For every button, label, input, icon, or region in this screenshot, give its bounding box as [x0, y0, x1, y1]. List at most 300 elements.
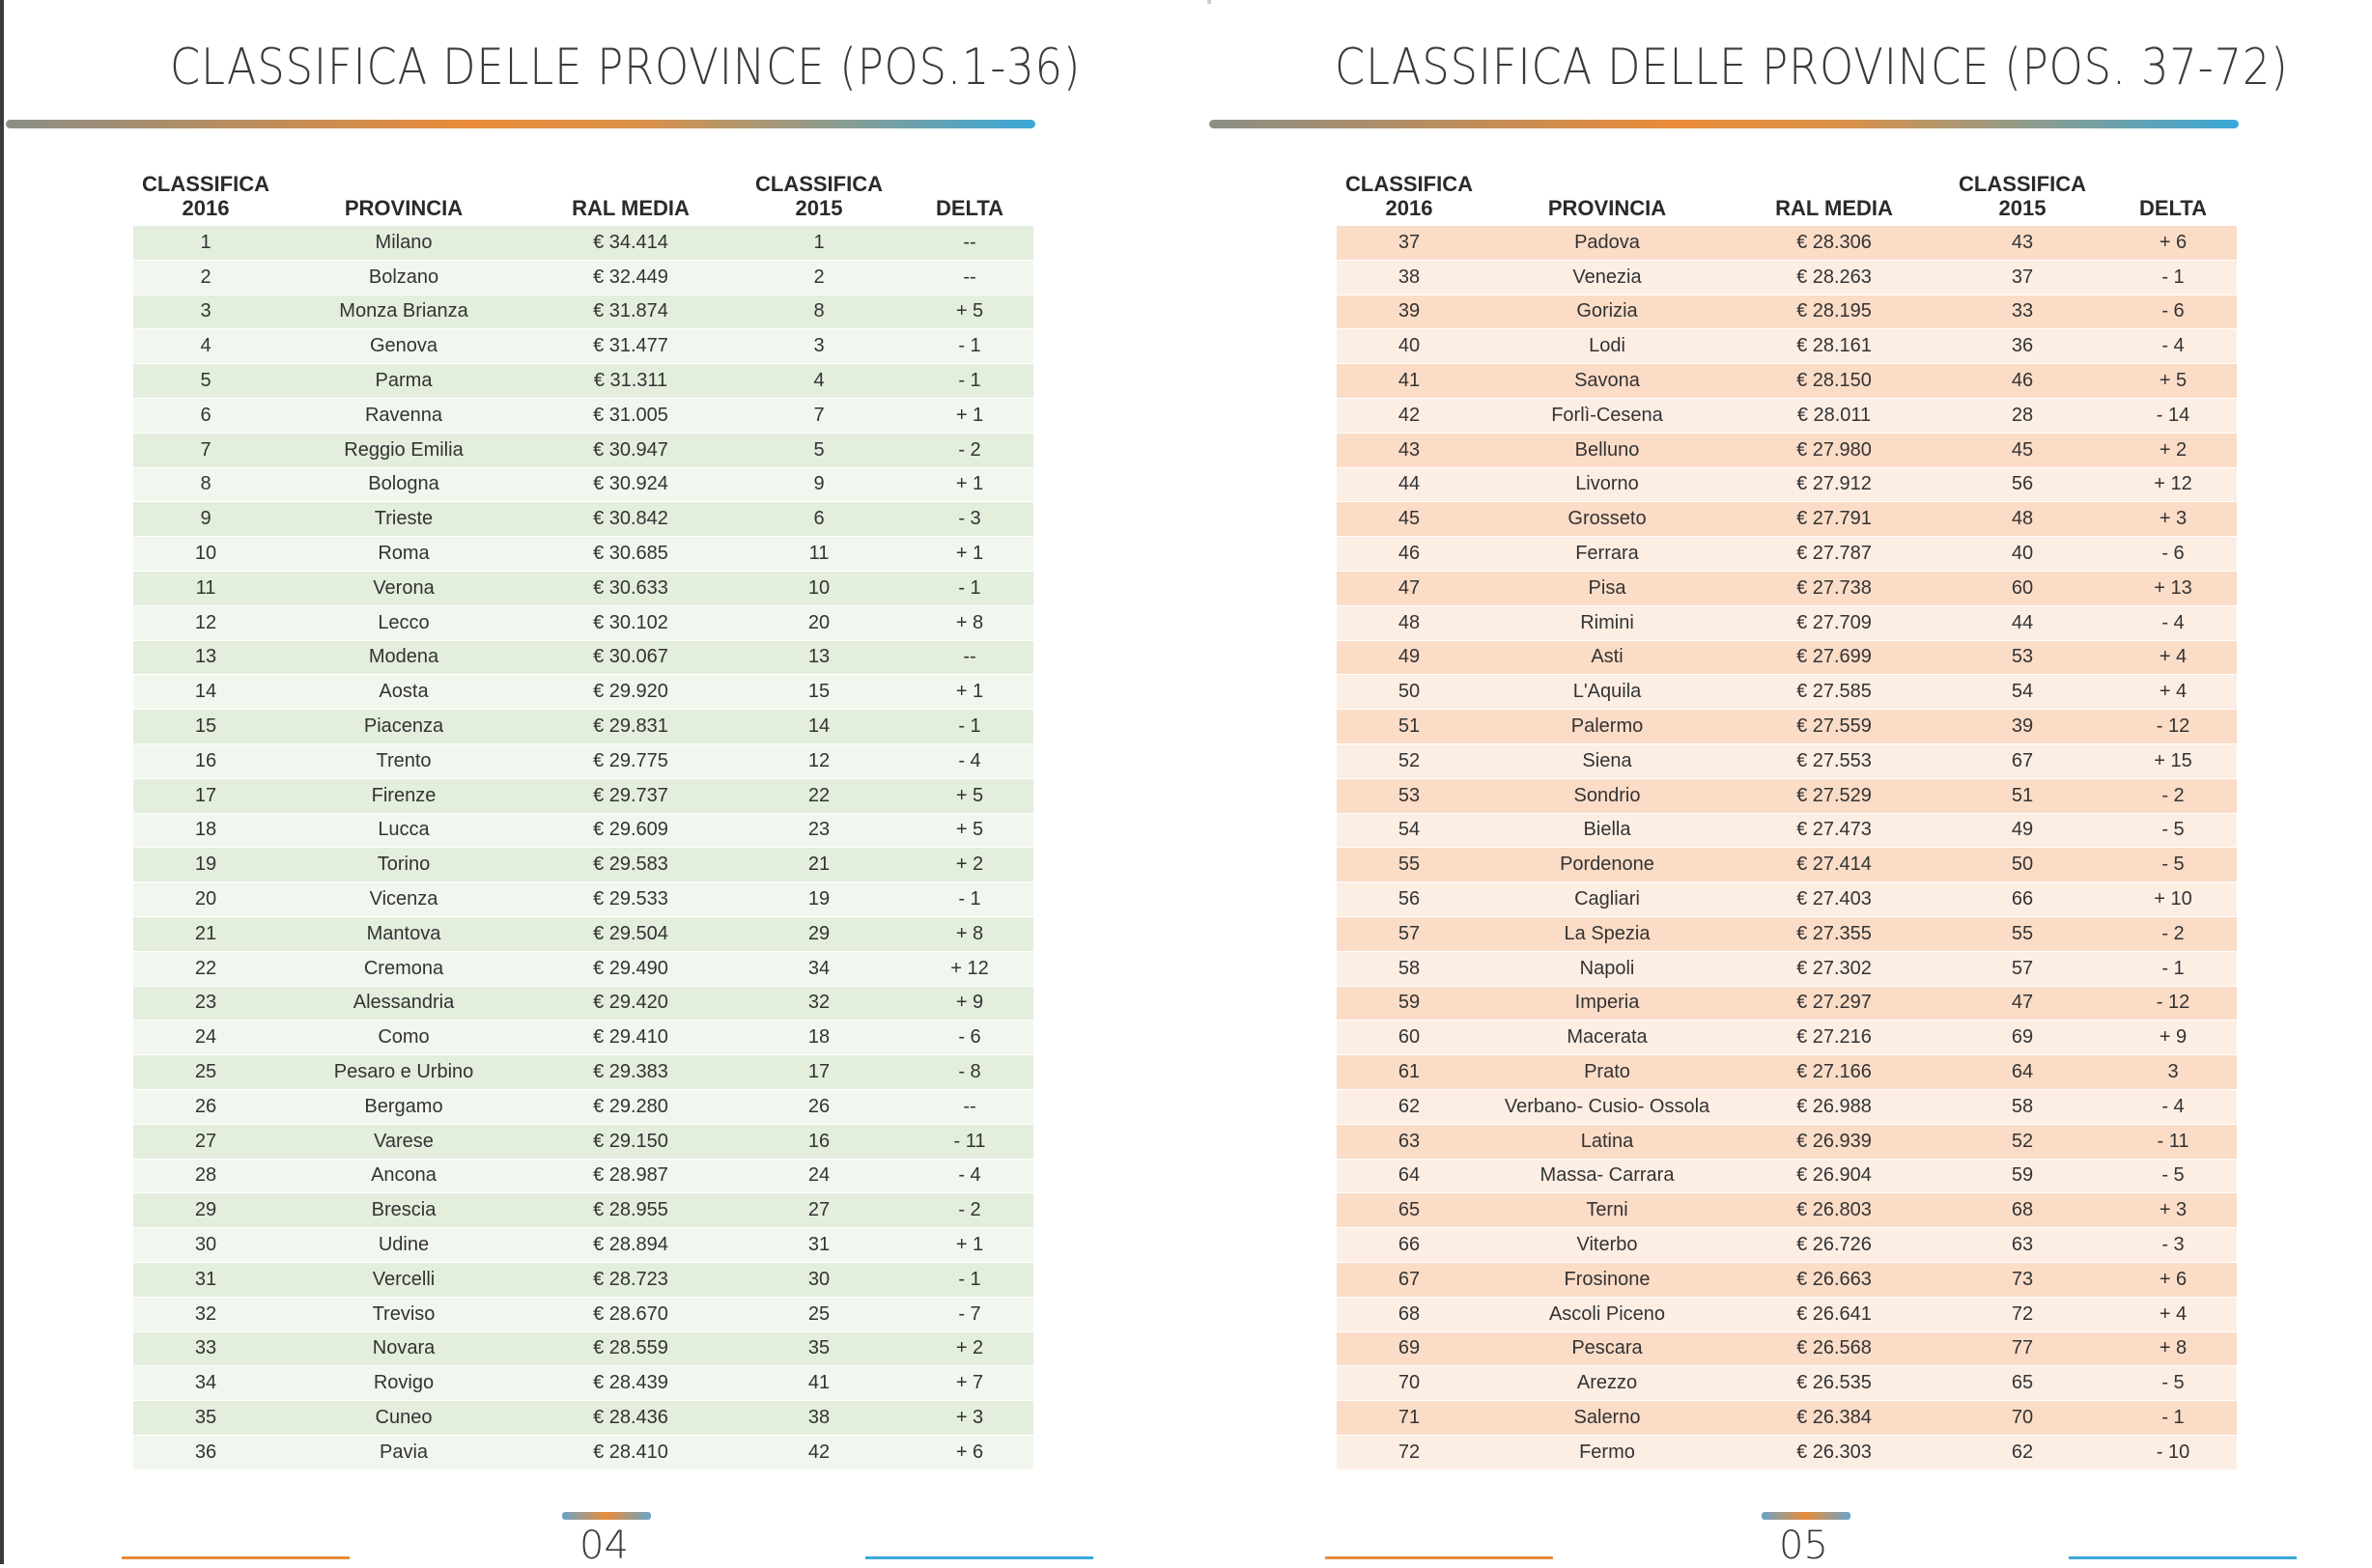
ral-media-cell: € 30.924 [529, 467, 732, 502]
rank-2015-cell: 50 [1935, 848, 2109, 882]
ral-media-cell: € 30.685 [529, 537, 732, 572]
table-row [1337, 537, 2237, 572]
ral-media-cell: € 26.535 [1733, 1366, 1935, 1401]
table-row [1337, 502, 2237, 537]
ral-media-cell: € 27.166 [1733, 1055, 1935, 1090]
provincia-cell: Torino [278, 848, 529, 882]
rank-2016-cell: 54 [1337, 813, 1482, 848]
rank-2016-cell: 44 [1337, 467, 1482, 502]
delta-cell: + 5 [906, 294, 1033, 329]
delta-cell: + 6 [2109, 1262, 2237, 1297]
rank-2016-cell: 64 [1337, 1159, 1482, 1193]
provincia-cell: Aosta [278, 675, 529, 710]
provincia-cell: Padova [1482, 226, 1733, 260]
provincia-cell: Salerno [1482, 1401, 1733, 1436]
rank-2016-cell: 66 [1337, 1228, 1482, 1263]
ral-media-cell: € 29.609 [529, 813, 732, 848]
rank-2016-cell: 43 [1337, 433, 1482, 467]
delta-cell: - 1 [2109, 260, 2237, 294]
ral-media-cell: € 29.737 [529, 778, 732, 813]
table-row [133, 675, 1033, 710]
ral-media-cell: € 28.263 [1733, 260, 1935, 294]
rank-2016-cell: 29 [133, 1193, 278, 1228]
rank-2015-cell: 33 [1935, 294, 2109, 329]
delta-cell: + 7 [906, 1366, 1033, 1401]
ral-media-cell: € 27.912 [1733, 467, 1935, 502]
table-row [1337, 1331, 2237, 1366]
provincia-cell: Como [278, 1021, 529, 1055]
table-row [1337, 1021, 2237, 1055]
rank-2015-cell: 36 [1935, 329, 2109, 364]
rank-2015-cell: 60 [1935, 571, 2109, 605]
provincia-cell: Lecco [278, 605, 529, 640]
rank-2016-cell: 71 [1337, 1401, 1482, 1436]
rank-2016-cell: 42 [1337, 398, 1482, 433]
footer-line-left [1325, 1556, 1553, 1559]
rank-2015-cell: 5 [732, 433, 906, 467]
delta-cell: - 1 [906, 882, 1033, 917]
provincia-cell: Prato [1482, 1055, 1733, 1090]
delta-cell: - 3 [2109, 1228, 2237, 1263]
delta-cell: - 5 [2109, 848, 2237, 882]
ral-media-cell: € 27.553 [1733, 743, 1935, 778]
delta-cell: + 3 [2109, 1193, 2237, 1228]
rank-2016-cell: 22 [133, 951, 278, 986]
table-row [1337, 640, 2237, 675]
delta-cell: - 5 [2109, 1159, 2237, 1193]
rank-2015-cell: 15 [732, 675, 906, 710]
rank-2015-cell: 34 [732, 951, 906, 986]
ral-media-cell: € 28.987 [529, 1159, 732, 1193]
table-row [133, 1401, 1033, 1436]
provincia-cell: Genova [278, 329, 529, 364]
provincia-cell: Napoli [1482, 951, 1733, 986]
rank-2016-cell: 8 [133, 467, 278, 502]
delta-cell: - 4 [2109, 1089, 2237, 1124]
delta-cell: - 5 [2109, 813, 2237, 848]
ral-media-cell: € 30.102 [529, 605, 732, 640]
rank-2015-cell: 40 [1935, 537, 2109, 572]
rank-2015-cell: 6 [732, 502, 906, 537]
table-row [133, 571, 1033, 605]
provincia-cell: Lucca [278, 813, 529, 848]
table-row [133, 710, 1033, 744]
header-ral-media: RAL MEDIA [572, 196, 690, 220]
ral-media-cell: € 28.955 [529, 1193, 732, 1228]
ral-media-cell: € 27.473 [1733, 813, 1935, 848]
provincia-cell: Siena [1482, 743, 1733, 778]
ral-media-cell: € 28.150 [1733, 364, 1935, 399]
header-provincia: PROVINCIA [344, 196, 464, 220]
rank-2015-cell: 4 [732, 364, 906, 399]
rank-2015-cell: 12 [732, 743, 906, 778]
footer-line-left [122, 1556, 350, 1559]
rank-2015-cell: 27 [732, 1193, 906, 1228]
rank-2015-cell: 18 [732, 1021, 906, 1055]
rank-2015-cell: 31 [732, 1228, 906, 1263]
delta-cell: + 1 [906, 675, 1033, 710]
table-row [133, 260, 1033, 294]
ral-media-cell: € 30.842 [529, 502, 732, 537]
delta-cell: + 4 [2109, 640, 2237, 675]
rank-2015-cell: 66 [1935, 882, 2109, 917]
rank-2016-cell: 45 [1337, 502, 1482, 537]
ral-media-cell: € 27.216 [1733, 1021, 1935, 1055]
provincia-cell: Arezzo [1482, 1366, 1733, 1401]
ral-media-cell: € 27.302 [1733, 951, 1935, 986]
delta-cell: - 4 [906, 1159, 1033, 1193]
ral-media-cell: € 26.568 [1733, 1331, 1935, 1366]
provincia-cell: Bolzano [278, 260, 529, 294]
provincia-cell: Belluno [1482, 433, 1733, 467]
table-row [1337, 467, 2237, 502]
ral-media-cell: € 29.383 [529, 1055, 732, 1090]
ral-media-cell: € 27.791 [1733, 502, 1935, 537]
footer-accent-bar [562, 1512, 651, 1520]
rank-2016-cell: 46 [1337, 537, 1482, 572]
rank-2016-cell: 55 [1337, 848, 1482, 882]
provincia-cell: Macerata [1482, 1021, 1733, 1055]
rank-2016-cell: 19 [133, 848, 278, 882]
table-row [1337, 226, 2237, 260]
table-row [1337, 1089, 2237, 1124]
table-row [1337, 778, 2237, 813]
delta-cell: + 5 [906, 813, 1033, 848]
rank-2015-cell: 9 [732, 467, 906, 502]
delta-cell: + 10 [2109, 882, 2237, 917]
delta-cell: + 3 [2109, 502, 2237, 537]
rank-2016-cell: 15 [133, 710, 278, 744]
ral-media-cell: € 29.583 [529, 848, 732, 882]
provincia-cell: La Spezia [1482, 916, 1733, 951]
provincia-cell: Novara [278, 1331, 529, 1366]
table-row [133, 1331, 1033, 1366]
provincia-cell: Biella [1482, 813, 1733, 848]
ral-media-cell: € 26.641 [1733, 1297, 1935, 1331]
provincia-cell: Pisa [1482, 571, 1733, 605]
table-row [1337, 882, 2237, 917]
table-row [1337, 848, 2237, 882]
ral-media-cell: € 26.663 [1733, 1262, 1935, 1297]
ral-media-cell: € 29.280 [529, 1089, 732, 1124]
delta-cell: - 1 [906, 1262, 1033, 1297]
delta-cell: - 11 [2109, 1124, 2237, 1159]
delta-cell: - 8 [906, 1055, 1033, 1090]
rank-2015-cell: 63 [1935, 1228, 2109, 1263]
table-row [133, 398, 1033, 433]
delta-cell: + 9 [906, 986, 1033, 1021]
rank-2015-cell: 22 [732, 778, 906, 813]
rank-2016-cell: 65 [1337, 1193, 1482, 1228]
rank-2015-cell: 49 [1935, 813, 2109, 848]
ral-media-cell: € 28.670 [529, 1297, 732, 1331]
rank-2015-cell: 2 [732, 260, 906, 294]
rank-2016-cell: 14 [133, 675, 278, 710]
rank-2015-cell: 72 [1935, 1297, 2109, 1331]
delta-cell: + 5 [2109, 364, 2237, 399]
table-row [133, 813, 1033, 848]
delta-cell: - 14 [2109, 398, 2237, 433]
ral-media-cell: € 29.410 [529, 1021, 732, 1055]
delta-cell: - 12 [2109, 710, 2237, 744]
provincia-cell: Ancona [278, 1159, 529, 1193]
rank-2015-cell: 77 [1935, 1331, 2109, 1366]
rank-2015-cell: 57 [1935, 951, 2109, 986]
rank-2016-cell: 36 [133, 1435, 278, 1470]
delta-cell: -- [906, 640, 1033, 675]
table-row [1337, 571, 2237, 605]
table-row [133, 433, 1033, 467]
table-row [1337, 1193, 2237, 1228]
rank-2016-cell: 56 [1337, 882, 1482, 917]
rank-2016-cell: 57 [1337, 916, 1482, 951]
table-row [133, 986, 1033, 1021]
rank-2016-cell: 34 [133, 1366, 278, 1401]
provincia-cell: Cuneo [278, 1401, 529, 1436]
delta-cell: + 1 [906, 1228, 1033, 1263]
provincia-cell: Mantova [278, 916, 529, 951]
header-rank-2016: CLASSIFICA 2016 [142, 172, 269, 220]
table-row [133, 1435, 1033, 1470]
rank-2016-cell: 49 [1337, 640, 1482, 675]
rank-2016-cell: 7 [133, 433, 278, 467]
delta-cell: - 1 [2109, 951, 2237, 986]
delta-cell: - 4 [2109, 329, 2237, 364]
table-row [1337, 1401, 2237, 1436]
ral-media-cell: € 28.723 [529, 1262, 732, 1297]
provincia-cell: Forlì-Cesena [1482, 398, 1733, 433]
provincia-cell: Vicenza [278, 882, 529, 917]
ral-media-cell: € 29.420 [529, 986, 732, 1021]
ral-media-cell: € 27.787 [1733, 537, 1935, 572]
table-row [133, 467, 1033, 502]
rank-2015-cell: 3 [732, 329, 906, 364]
provincia-cell: L'Aquila [1482, 675, 1733, 710]
ral-media-cell: € 27.980 [1733, 433, 1935, 467]
table-row [133, 882, 1033, 917]
rank-2015-cell: 53 [1935, 640, 2109, 675]
delta-cell: - 11 [906, 1124, 1033, 1159]
rank-2015-cell: 25 [732, 1297, 906, 1331]
provincia-cell: Gorizia [1482, 294, 1733, 329]
provincia-cell: Savona [1482, 364, 1733, 399]
rank-2015-cell: 52 [1935, 1124, 2109, 1159]
ral-media-cell: € 28.439 [529, 1366, 732, 1401]
table-row [1337, 260, 2237, 294]
rank-2016-cell: 27 [133, 1124, 278, 1159]
rank-2015-cell: 19 [732, 882, 906, 917]
table-header-row [133, 164, 1033, 226]
provincia-cell: Fermo [1482, 1435, 1733, 1470]
ral-media-cell: € 27.355 [1733, 916, 1935, 951]
delta-cell: + 12 [2109, 467, 2237, 502]
rank-2015-cell: 58 [1935, 1089, 2109, 1124]
header-delta: DELTA [2138, 196, 2208, 220]
rank-2016-cell: 21 [133, 916, 278, 951]
title-gradient-rule [6, 120, 1035, 128]
delta-cell: - 1 [906, 571, 1033, 605]
ral-media-cell: € 28.410 [529, 1435, 732, 1470]
ral-media-cell: € 30.633 [529, 571, 732, 605]
provincia-cell: Lodi [1482, 329, 1733, 364]
delta-cell: + 4 [2109, 1297, 2237, 1331]
table-row [1337, 743, 2237, 778]
rank-2015-cell: 41 [732, 1366, 906, 1401]
delta-cell: + 3 [906, 1401, 1033, 1436]
province-ranking-table [1337, 164, 2237, 1470]
rank-2016-cell: 70 [1337, 1366, 1482, 1401]
rank-2016-cell: 48 [1337, 605, 1482, 640]
table-row [1337, 710, 2237, 744]
table-row [1337, 329, 2237, 364]
provincia-cell: Viterbo [1482, 1228, 1733, 1263]
rank-2016-cell: 39 [1337, 294, 1482, 329]
rank-2016-cell: 17 [133, 778, 278, 813]
provincia-cell: Pavia [278, 1435, 529, 1470]
provincia-cell: Modena [278, 640, 529, 675]
ral-media-cell: € 28.161 [1733, 329, 1935, 364]
provincia-cell: Firenze [278, 778, 529, 813]
rank-2015-cell: 70 [1935, 1401, 2109, 1436]
rank-2015-cell: 24 [732, 1159, 906, 1193]
footer-accent-bar [1762, 1512, 1850, 1520]
rank-2016-cell: 23 [133, 986, 278, 1021]
ral-media-cell: € 27.414 [1733, 848, 1935, 882]
table-row [1337, 813, 2237, 848]
provincia-cell: Bergamo [278, 1089, 529, 1124]
delta-cell: + 12 [906, 951, 1033, 986]
delta-cell: - 6 [2109, 537, 2237, 572]
table-row [133, 778, 1033, 813]
rank-2016-cell: 58 [1337, 951, 1482, 986]
rank-2015-cell: 54 [1935, 675, 2109, 710]
rank-2015-cell: 44 [1935, 605, 2109, 640]
delta-cell: + 1 [906, 398, 1033, 433]
rank-2015-cell: 7 [732, 398, 906, 433]
rank-2015-cell: 16 [732, 1124, 906, 1159]
table-row [1337, 916, 2237, 951]
delta-cell: + 1 [906, 537, 1033, 572]
table-row [1337, 1262, 2237, 1297]
ral-media-cell: € 28.306 [1733, 226, 1935, 260]
rank-2016-cell: 26 [133, 1089, 278, 1124]
provincia-cell: Verbano- Cusio- Ossola [1482, 1089, 1733, 1124]
rank-2015-cell: 1 [732, 226, 906, 260]
table-row [1337, 433, 2237, 467]
table-row [1337, 1055, 2237, 1090]
rank-2015-cell: 26 [732, 1089, 906, 1124]
delta-cell: + 9 [2109, 1021, 2237, 1055]
provincia-cell: Venezia [1482, 260, 1733, 294]
provincia-cell: Latina [1482, 1124, 1733, 1159]
provincia-cell: Terni [1482, 1193, 1733, 1228]
table-row [133, 364, 1033, 399]
rank-2015-cell: 56 [1935, 467, 2109, 502]
rank-2015-cell: 35 [732, 1331, 906, 1366]
rank-2015-cell: 17 [732, 1055, 906, 1090]
rank-2016-cell: 12 [133, 605, 278, 640]
ral-media-cell: € 31.311 [529, 364, 732, 399]
table-row [133, 951, 1033, 986]
provincia-cell: Livorno [1482, 467, 1733, 502]
provincia-cell: Cremona [278, 951, 529, 986]
table-row [133, 605, 1033, 640]
ral-media-cell: € 28.195 [1733, 294, 1935, 329]
rank-2016-cell: 67 [1337, 1262, 1482, 1297]
ral-media-cell: € 26.303 [1733, 1435, 1935, 1470]
rank-2016-cell: 33 [133, 1331, 278, 1366]
province-ranking-table [133, 164, 1033, 1470]
rank-2015-cell: 64 [1935, 1055, 2109, 1090]
table-row [1337, 398, 2237, 433]
page-number: 04 [579, 1524, 629, 1568]
table-row [1337, 1159, 2237, 1193]
rank-2015-cell: 11 [732, 537, 906, 572]
table-row [133, 1159, 1033, 1193]
delta-cell: + 8 [906, 605, 1033, 640]
rank-2016-cell: 72 [1337, 1435, 1482, 1470]
delta-cell: + 8 [906, 916, 1033, 951]
rank-2016-cell: 53 [1337, 778, 1482, 813]
delta-cell: - 12 [2109, 986, 2237, 1021]
ral-media-cell: € 28.894 [529, 1228, 732, 1263]
delta-cell: - 3 [906, 502, 1033, 537]
rank-2015-cell: 29 [732, 916, 906, 951]
rank-2016-cell: 52 [1337, 743, 1482, 778]
rank-2015-cell: 48 [1935, 502, 2109, 537]
rank-2015-cell: 73 [1935, 1262, 2109, 1297]
delta-cell: + 2 [906, 1331, 1033, 1366]
delta-cell: + 13 [2109, 571, 2237, 605]
delta-cell: - 7 [906, 1297, 1033, 1331]
delta-cell: -- [906, 1089, 1033, 1124]
table-row [1337, 1435, 2237, 1470]
footer-line-right [865, 1556, 1093, 1559]
rank-2015-cell: 21 [732, 848, 906, 882]
provincia-cell: Sondrio [1482, 778, 1733, 813]
rank-2016-cell: 5 [133, 364, 278, 399]
ral-media-cell: € 29.490 [529, 951, 732, 986]
rank-2015-cell: 30 [732, 1262, 906, 1297]
table-row [133, 226, 1033, 260]
delta-cell: - 6 [906, 1021, 1033, 1055]
rank-2016-cell: 6 [133, 398, 278, 433]
provincia-cell: Pescara [1482, 1331, 1733, 1366]
provincia-cell: Ravenna [278, 398, 529, 433]
provincia-cell: Reggio Emilia [278, 433, 529, 467]
delta-cell: -- [906, 260, 1033, 294]
rank-2016-cell: 37 [1337, 226, 1482, 260]
table-row [1337, 675, 2237, 710]
delta-cell: + 6 [906, 1435, 1033, 1470]
header-rank-2015: CLASSIFICA 2015 [1959, 172, 2086, 220]
header-rank-2015: CLASSIFICA 2015 [755, 172, 883, 220]
rank-2016-cell: 61 [1337, 1055, 1482, 1090]
rank-2016-cell: 24 [133, 1021, 278, 1055]
table-row [133, 1193, 1033, 1228]
ral-media-cell: € 27.529 [1733, 778, 1935, 813]
provincia-cell: Rimini [1482, 605, 1733, 640]
header-ral-media: RAL MEDIA [1775, 196, 1893, 220]
table-row [133, 537, 1033, 572]
header-rank-2016: CLASSIFICA 2016 [1345, 172, 1473, 220]
ral-media-cell: € 26.384 [1733, 1401, 1935, 1436]
delta-cell: - 1 [906, 364, 1033, 399]
ral-media-cell: € 27.585 [1733, 675, 1935, 710]
ral-media-cell: € 27.699 [1733, 640, 1935, 675]
ral-media-cell: € 27.297 [1733, 986, 1935, 1021]
table-row [133, 1089, 1033, 1124]
